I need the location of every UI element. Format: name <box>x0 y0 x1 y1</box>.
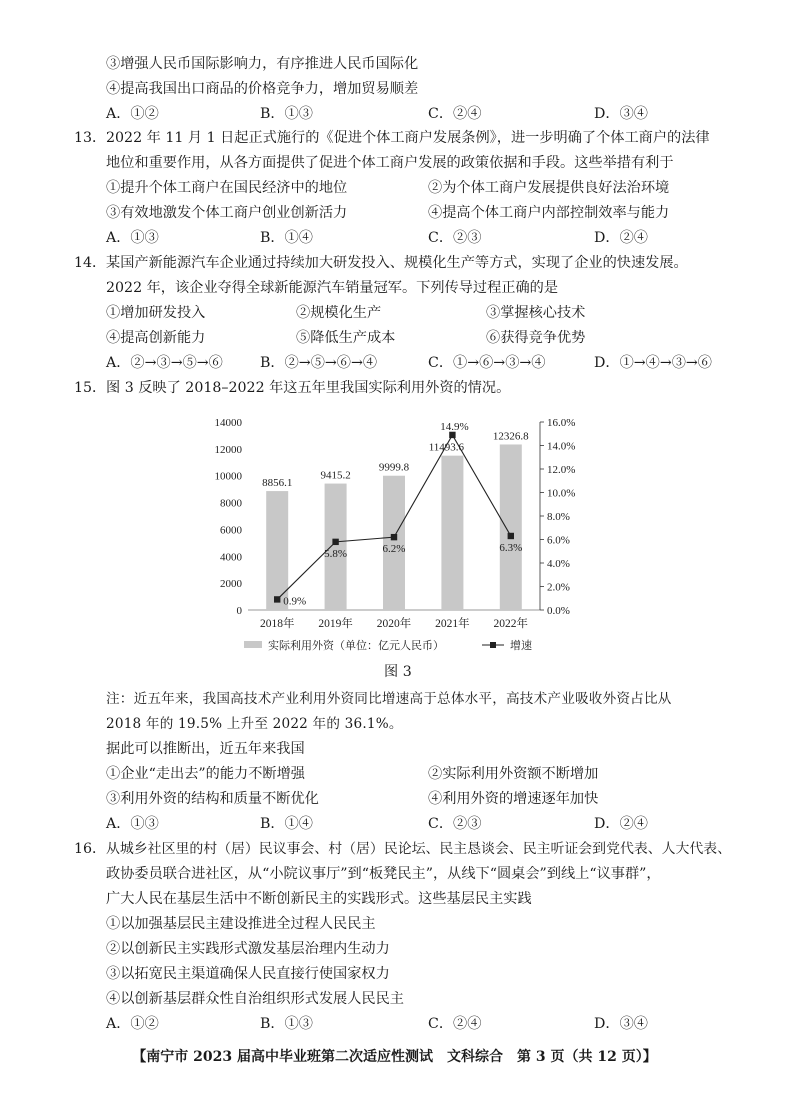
step-3: ③掌握核心技术 <box>486 305 586 321</box>
legend-line-marker <box>490 642 496 648</box>
bar-value-label: 9999.8 <box>378 461 410 474</box>
question-stem-line-1: 从城乡社区里的村（居）民议事会、村（居）民论坛、民主恳谈会、民主听证会到党代表、人大代表、 <box>106 841 732 857</box>
growth-value-label: 6.2% <box>382 543 406 556</box>
growth-point <box>508 533 514 539</box>
question-number: 15． <box>74 380 107 396</box>
question-number: 16． <box>74 841 107 857</box>
legend-bar-swatch <box>244 641 262 648</box>
growth-point <box>274 596 280 602</box>
question-stem-line-2: 据此可以推断出，近五年来我国 <box>106 741 305 757</box>
bar-value-label: 9415.2 <box>320 469 351 482</box>
right-tick-label: 16.0% <box>547 417 576 429</box>
statement-4: ④以创新基层群众性自治组织形式发展人民民主 <box>106 991 404 1007</box>
left-axis-ticks <box>215 417 541 617</box>
bar-value-label: 8856.1 <box>262 477 293 490</box>
statement-4: ④利用外资的增速逐年加快 <box>428 791 599 807</box>
left-tick-label: 4000 <box>220 551 242 564</box>
option-c[interactable]: C．②④ <box>428 1016 482 1032</box>
statement-1: ①提升个体工商户在国民经济中的地位 <box>106 180 348 196</box>
option-b[interactable]: B．①③ <box>260 1016 313 1032</box>
option-a[interactable]: A．①② <box>106 1016 159 1032</box>
statement-2: ②实际利用外资额不断增加 <box>428 766 599 782</box>
statement-2: ②为个体工商户发展提供良好法治环境 <box>428 180 670 196</box>
left-tick-label: 14000 <box>214 417 242 429</box>
x-tick-label: 2018年 <box>259 618 295 630</box>
question-stem-line-1: 图 3 反映了 2018–2022 年这五年里我国实际利用外资的情况。 <box>106 380 511 396</box>
option-d[interactable]: D．②④ <box>594 230 648 246</box>
statement-1: ①以加强基层民主建设推进全过程人民民主 <box>106 916 376 932</box>
right-axis-ticks <box>540 417 575 617</box>
option-a[interactable]: A．②→③→⑤→⑥ <box>106 355 223 371</box>
option-a[interactable]: A．①③ <box>106 816 159 832</box>
question-stem-line-3: 广大人民在基层生活中不断创新民主的实践形式。这些基层民主实践 <box>106 891 532 907</box>
figure-note-line-2: 2018 年的 19.5% 上升至 2022 年的 36.1%。 <box>106 716 403 732</box>
question-number: 14． <box>74 255 107 271</box>
growth-value-label: 6.3% <box>499 541 523 554</box>
option-c[interactable]: C．②④ <box>428 106 482 122</box>
x-tick-label: 2022年 <box>493 618 529 630</box>
left-tick-label: 2000 <box>220 578 242 591</box>
question-stem-line-2: 地位和重要作用，从各方面提供了促进个体工商户发展的政策依据和手段。这些举措有利于 <box>106 155 674 171</box>
x-tick-label: 2019年 <box>318 618 353 630</box>
bar-value-label: 12326.8 <box>492 430 529 443</box>
question-stem-line-1: 2022 年 11 月 1 日起正式施行的《促进个体工商户发展条例》，进一步明确了个体工商户的法律 <box>106 130 710 146</box>
left-tick-label: 6000 <box>220 524 242 537</box>
question-number: 13． <box>74 130 107 146</box>
figure-note-line-1: 注：近五年来，我国高技术产业利用外资同比增速高于总体水平，高技术产业吸收外资占比从 <box>106 691 672 707</box>
option-b[interactable]: B．①④ <box>260 816 313 832</box>
option-b[interactable]: B．①④ <box>260 230 313 246</box>
statement-3: ③以拓宽民主渠道确保人民直接行使国家权力 <box>106 966 390 982</box>
question-stem-line-2: 2022 年，该企业夺得全球新能源汽车销量冠军。下列传导过程正确的是 <box>106 280 559 296</box>
bar <box>500 444 522 610</box>
step-4: ④提高创新能力 <box>106 330 206 346</box>
q12-item-3: ③增强人民币国际影响力，有序推进人民币国际化 <box>106 56 419 72</box>
right-tick-label: 10.0% <box>547 487 576 500</box>
right-tick-label: 2.0% <box>547 581 570 594</box>
option-b[interactable]: B．②→⑤→⑥→④ <box>260 355 378 371</box>
bar-value-label: 11493.6 <box>428 441 465 454</box>
page-footer: 【南宁市 2023 届高中毕业班第二次适应性测试 文科综合 第 3 页（共 12 页）】 <box>132 1049 657 1065</box>
option-d[interactable]: D．③④ <box>594 1016 648 1032</box>
chart-legend <box>244 638 532 652</box>
statement-4: ④提高个体工商户内部控制效率与能力 <box>428 205 670 221</box>
statement-3: ③有效地激发个体工商户创业创新活力 <box>106 205 348 221</box>
option-c[interactable]: C．①→⑥→③→④ <box>428 355 546 371</box>
growth-value-label: 5.8% <box>324 547 348 560</box>
statement-3: ③利用外资的结构和质量不断优化 <box>106 791 319 807</box>
left-tick-label: 12000 <box>214 443 242 456</box>
growth-point <box>391 534 397 540</box>
x-tick-label: 2021年 <box>435 618 470 630</box>
left-tick-label: 0 <box>236 605 242 617</box>
step-6: ⑥获得竞争优势 <box>486 330 586 346</box>
left-tick-label: 10000 <box>214 470 242 483</box>
option-d[interactable]: D．③④ <box>594 106 648 122</box>
bar <box>325 484 347 610</box>
question-stem-line-1: 某国产新能源汽车企业通过持续加大研发投入、规模化生产等方式，实现了企业的快速发展。 <box>106 255 688 271</box>
x-tick-label: 2020年 <box>376 618 412 630</box>
statement-1: ①企业“走出去”的能力不断增强 <box>106 766 305 782</box>
right-tick-label: 6.0% <box>547 534 570 547</box>
option-b[interactable]: B．①③ <box>260 106 313 122</box>
right-tick-label: 4.0% <box>547 558 570 570</box>
option-d[interactable]: D．①→④→③→⑥ <box>594 355 712 371</box>
right-tick-label: 8.0% <box>547 511 570 523</box>
statement-2: ②以创新民主实践形式激发基层治理内生动力 <box>106 941 390 957</box>
option-d[interactable]: D．②④ <box>594 816 648 832</box>
option-c[interactable]: C．②③ <box>428 816 482 832</box>
option-a[interactable]: A．①② <box>106 106 159 122</box>
step-5: ⑤降低生产成本 <box>296 330 396 346</box>
q12-item-4: ④提高我国出口商品的价格竞争力，增加贸易顺差 <box>106 81 419 97</box>
x-axis-labels <box>260 616 529 630</box>
right-tick-label: 12.0% <box>547 464 576 476</box>
bar <box>441 456 463 610</box>
bars <box>262 430 529 610</box>
right-tick-label: 14.0% <box>547 440 576 453</box>
growth-value-label: 14.9% <box>440 420 469 433</box>
legend-bar-label: 实际利用外资（单位：亿元人民币） <box>268 640 444 652</box>
figure-caption: 图 3 <box>384 664 412 680</box>
right-tick-label: 0.0% <box>547 605 570 617</box>
step-1: ①增加研发投入 <box>106 305 206 321</box>
left-tick-label: 8000 <box>220 497 242 510</box>
growth-point <box>332 539 338 545</box>
step-2: ②规模化生产 <box>296 305 382 321</box>
investment-chart <box>200 408 590 660</box>
option-a[interactable]: A．①③ <box>106 230 159 246</box>
question-stem-line-2: 政协委员联合进社区，从“小院议事厅”到“板凳民主”，从线下“圆桌会”到线上“议事群”， <box>106 866 661 882</box>
legend-line-label: 增速 <box>510 640 532 652</box>
growth-value-label: 0.9% <box>283 595 307 608</box>
option-c[interactable]: C．②③ <box>428 230 482 246</box>
